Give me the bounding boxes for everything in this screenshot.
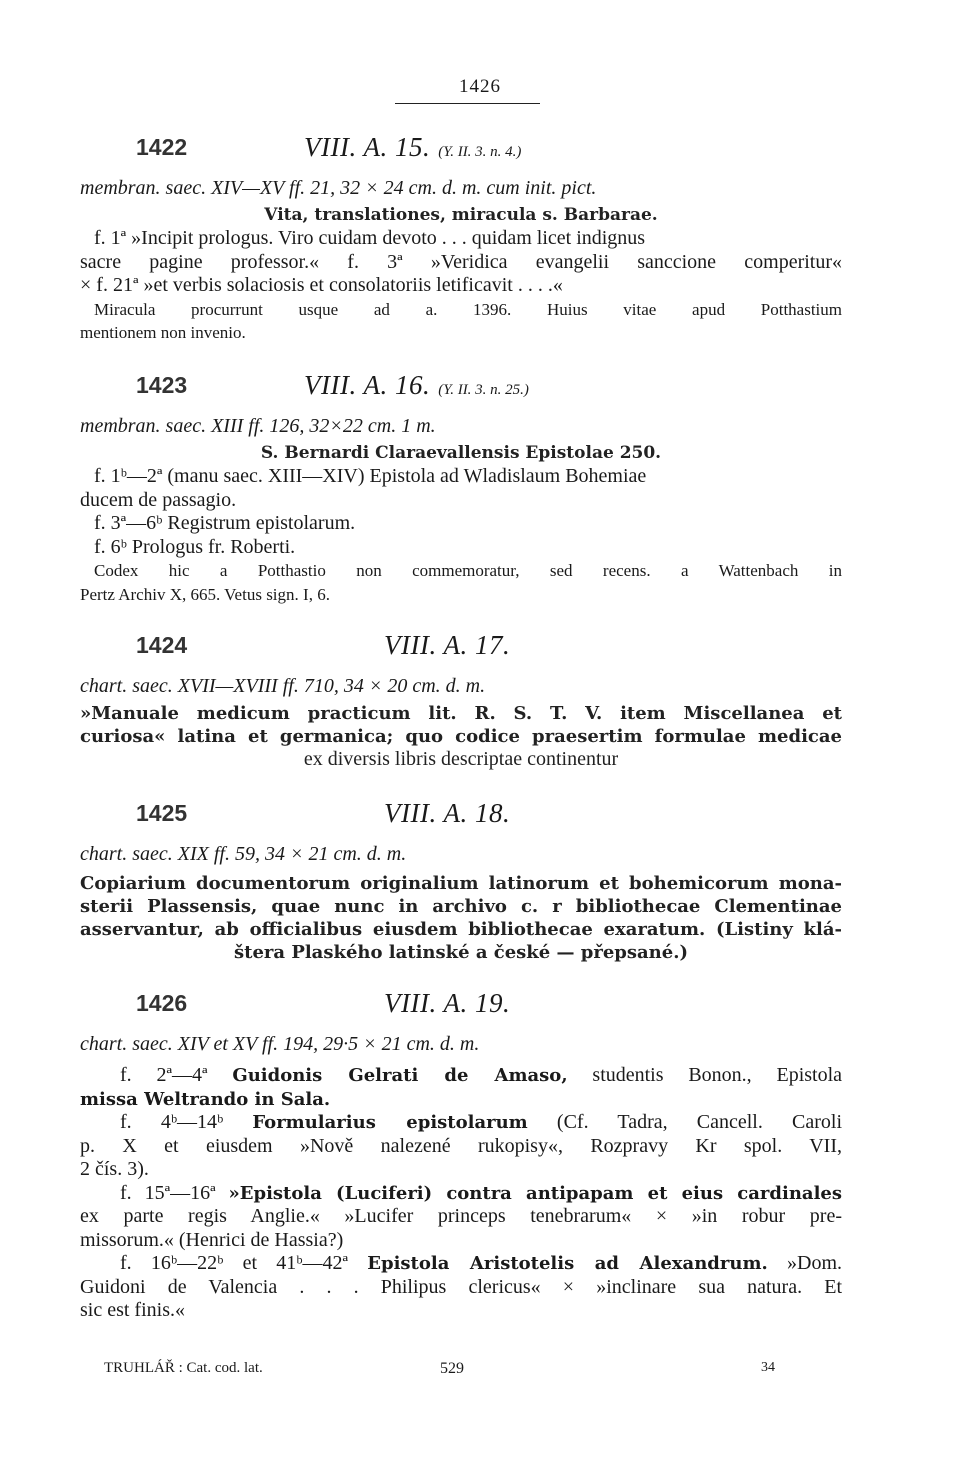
note-line: Codex hic a Potthastio non commemoratur, sed recens. a Wattenbach in — [94, 561, 842, 580]
content-item: f. 4ᵇ—14ᵇ Formularius epistolarum (Cf. Tadra, Cancell. Caroli — [120, 1111, 843, 1133]
entry-head — [80, 370, 842, 414]
codex-title-line: sterii Plassensis, quae nunc in archivo c. r bibliothecae Clementinae — [80, 896, 842, 917]
old-signature: (Y. II. 3. n. 4.) — [438, 144, 522, 160]
codex-description: chart. saec. XVII—XVIII ff. 710, 34 × 20 cm. d. m. — [80, 675, 486, 697]
shelf-signature: VIII. A. 17. — [384, 630, 511, 660]
entry-number: 1423 — [136, 372, 188, 398]
entry-1422 — [80, 132, 842, 345]
old-signature: (Y. II. 3. n. 25.) — [438, 382, 529, 398]
entry-head — [80, 988, 842, 1032]
shelf-signature: VIII. A. 18. — [384, 798, 511, 828]
entry-number: 1424 — [136, 632, 188, 658]
footer-signature-mark: 34 — [761, 1360, 775, 1375]
entry-head — [80, 798, 842, 842]
content-item-cont: sic est finis.« — [80, 1299, 185, 1321]
entry-head — [80, 132, 842, 176]
page-number: 1426 — [459, 76, 501, 97]
entry-1424 — [80, 630, 842, 771]
note-line: Miracula procurrunt usque ad a. 1396. Huius vitae apud Potthastium — [94, 299, 842, 319]
entry-number: 1422 — [136, 134, 188, 160]
shelf-signature: VIII. A. 16. (Y. II. 3. n. 25.) — [304, 370, 529, 400]
codex-description: membran. saec. XIII ff. 126, 32×22 cm. 1 m. — [80, 415, 436, 437]
content-item: f. 15ª—16ª »Epistola (Luciferi) contra antipapam et eius cardinales — [120, 1181, 842, 1204]
content-line: f. 6ᵇ Prologus fr. Roberti. — [94, 535, 296, 558]
content-item: f. 2ª—4ª Guidonis Gelrati de Amaso, studentis Bonon., Epistola — [120, 1064, 843, 1086]
content-line: ducem de passagio. — [80, 488, 237, 511]
note-line: mentionem non invenio. — [80, 323, 246, 342]
content-line: f. 1ª »Incipit prologus. Viro cuidam devoto . . . quidam licet indignus — [94, 227, 646, 249]
codex-title-line: »Manuale medicum practicum lit. R. S. T. V. item Miscellanea et — [80, 703, 842, 724]
codex-title-line: curiosa« latina et germanica; quo codice praesertim formulae medicae — [80, 726, 842, 747]
content-line: f. 3ª—6ᵇ Registrum epistolarum. — [94, 512, 356, 534]
codex-title: S. Bernardi Claraevallensis Epistolae 250. — [260, 443, 662, 463]
footer-sheet-number: 529 — [440, 1360, 464, 1377]
shelf-signature: VIII. A. 19. — [384, 988, 511, 1018]
content-line: × f. 21ª »et verbis solaciosis et consolatoriis letificavit . . . .« — [80, 274, 563, 296]
entry-1426 — [80, 988, 842, 1323]
content-item-cont: missa Weltrando in Sala. — [80, 1088, 331, 1110]
codex-title: Vita, translationes, miracula s. Barbarae. — [264, 205, 658, 225]
page-rule — [395, 103, 540, 104]
entry-number: 1426 — [136, 990, 188, 1016]
codex-description: chart. saec. XIX ff. 59, 34 × 21 cm. d. m. — [80, 843, 407, 865]
content-line: f. 1ᵇ—2ª (manu saec. XIII—XIV) Epistola ad Wladislaum Bohemiae — [94, 465, 647, 487]
entry-1423 — [80, 370, 842, 606]
content-item-cont: p. X et eiusdem »Nově nalezené rukopisy«, Rozpravy Kr spol. VII, — [80, 1134, 842, 1157]
codex-title-line: ex diversis libris descriptae continentur — [303, 748, 619, 770]
content-item-cont: Guidoni de Valencia . . . Philipus clericus« × »inclinare sua natura. Et — [80, 1275, 842, 1298]
codex-title-line: Copiarium documentorum originalium latinorum et bohemicorum mona- — [80, 873, 842, 894]
entry-head — [80, 630, 842, 674]
footer-catalogue: TRUHLÁŘ : Cat. cod. lat. — [104, 1360, 263, 1376]
content-line: sacre pagine professor.« f. 3ª »Veridica evangelii sanccione comperitur« — [80, 250, 842, 273]
codex-description: chart. saec. XIV et XV ff. 194, 29·5 × 21 cm. d. m. — [80, 1033, 480, 1055]
content-item: f. 16ᵇ—22ᵇ et 41ᵇ—42ª Epistola Aristotelis ad Alexandrum. »Dom. — [120, 1252, 843, 1274]
codex-title-line: asservantur, ab officialibus eiusdem bibliothecae exaratum. (Listiny klá- — [80, 919, 842, 940]
entry-number: 1425 — [136, 800, 188, 826]
note-line: Pertz Archiv X, 665. Vetus sign. I, 6. — [80, 584, 330, 604]
content-item-cont: missorum.« (Henrici de Hassia?) — [80, 1228, 344, 1251]
content-item-cont: ex parte regis Anglie.« »Lucifer princeps tenebrarum« × »in robur pre- — [80, 1205, 842, 1227]
codex-description: membran. saec. XIV—XV ff. 21, 32 × 24 cm. d. m. cum init. pict. — [80, 177, 597, 199]
shelf-signature: VIII. A. 15. (Y. II. 3. n. 4.) — [304, 132, 522, 162]
codex-title-line: štera Plaského latinské a české — přepsané.) — [234, 942, 688, 963]
entry-1425 — [80, 798, 842, 964]
content-item-cont: 2 čís. 3). — [80, 1158, 149, 1180]
